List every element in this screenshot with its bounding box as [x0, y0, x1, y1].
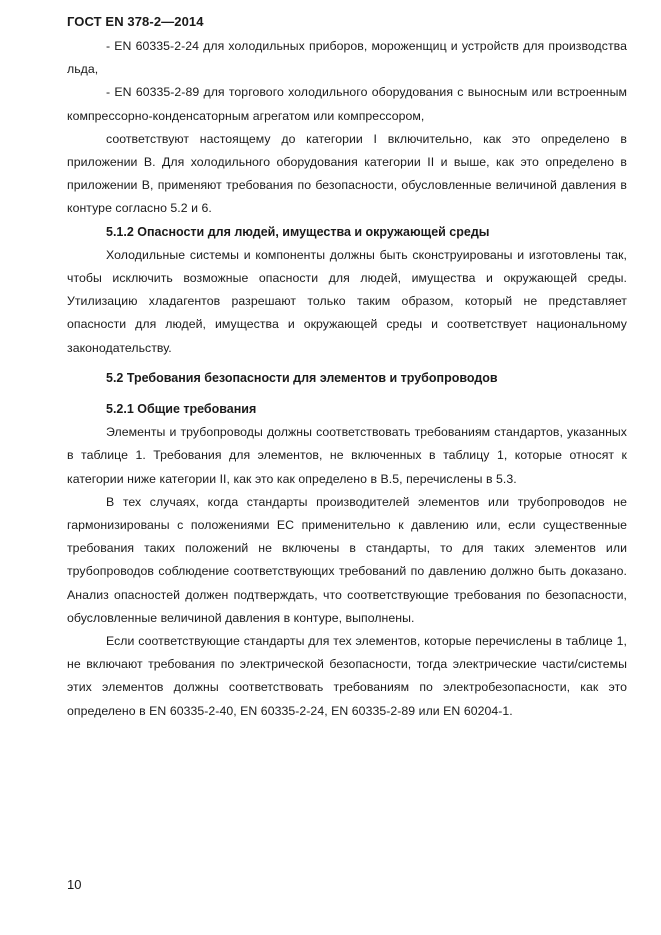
paragraph-hazards: Холодильные системы и компоненты должны быть сконструированы и изготовлены так, чтобы исключить возможные опасности для людей, имущества и окружающей среды. Утилизацию хладагентов разрешают только таким образом, который не представляет опасности для людей, имущества и окружающей среды и соответствует национальному законодательству. — [67, 247, 627, 355]
section-heading-5-2: 5.2 Требования безопасности для элементов и трубопроводов — [106, 370, 498, 385]
section-heading-5-1-2: 5.1.2 Опасности для людей, имущества и окружающей среды — [106, 224, 490, 239]
page-header: ГОСТ EN 378-2—2014 — [67, 14, 204, 29]
spacer — [67, 390, 627, 398]
section-heading-5-2-1: 5.2.1 Общие требования — [106, 402, 257, 417]
paragraph-harmonization: В тех случаях, когда стандарты производителей элементов или трубопроводов не гармонизированы с положениями ЕС применительно к давлению или, если существенные требования таких положений не включены в стандарты, то для таких элементов или трубопроводов соблюдение соответствующих требований по давлению должно быть доказано. Анализ опасностей должен подтверждать, что соответствующие требования по безопасности, обусловленные величиной давления в контуре, выполнены. — [67, 494, 627, 625]
page-number: 10 — [67, 877, 82, 892]
paragraph-en-60335-2-24: - EN 60335-2-24 для холодильных приборов, мороженщиц и устройств для производства льда, — [67, 39, 627, 77]
paragraph-electrical-safety: Если соответствующие стандарты для тех элементов, которые перечислены в таблице 1, не включают требования по электрической безопасности, тогда электрические части/системы этих элементов должны соответствовать требованиям по электробезопасности, как это определено в EN 60335-2-40, EN 60335-2-24, EN 60335-2-89 или EN 60204-1. — [67, 634, 627, 718]
paragraph-general-requirements: Элементы и трубопроводы должны соответствовать требованиям стандартов, указанных в таблице 1. Требования для элементов, не включенных в таблицу 1, которые относят к категории ниже категории II, как это как определено в В.5, перечислены в 5.3. — [67, 425, 627, 486]
paragraph-en-60335-2-89: - EN 60335-2-89 для торгового холодильного оборудования с выносным или встроенным компрессорно-конденсаторным агрегатом или компрессором, — [67, 85, 627, 123]
spacer — [67, 360, 627, 367]
paragraph-category-scope: соответствуют настоящему до категории I включительно, как это определено в приложении В. Для холодильного оборудования категории II и выше, как это определено в приложении В, применяют требования по безопасности, обусловленные величиной давления в контуре согласно 5.2 и 6. — [67, 131, 627, 216]
page-content — [67, 35, 627, 723]
